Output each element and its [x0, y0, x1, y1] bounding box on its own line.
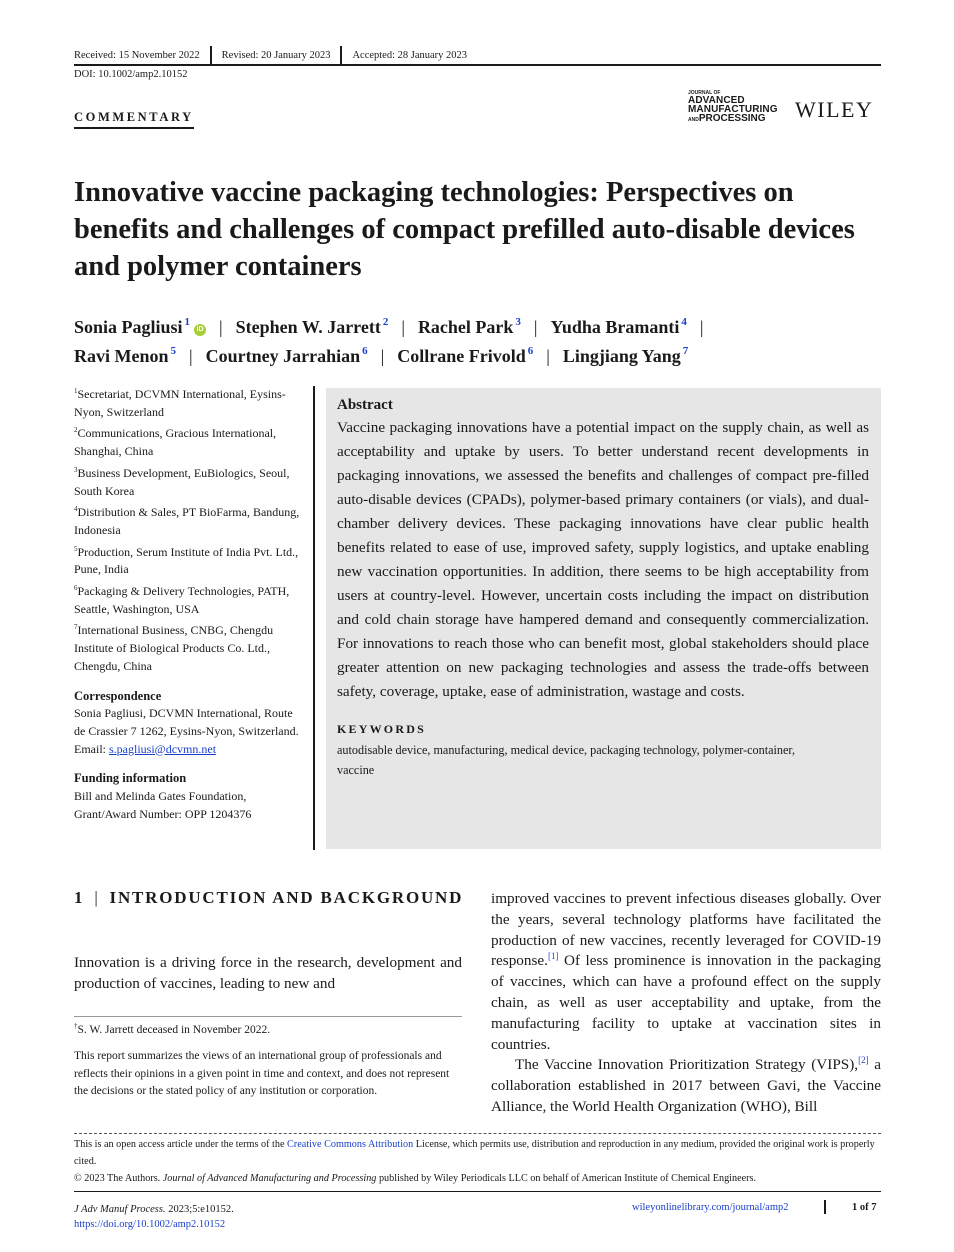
header-rule — [74, 64, 881, 66]
affiliation-text: Production, Serum Institute of India Pvt. Ltd., Pune, India — [74, 544, 299, 577]
author[interactable] — [563, 346, 688, 366]
copyright-part: © 2023 The Authors. — [74, 1173, 163, 1184]
affiliation — [74, 386, 304, 421]
author-name: Sonia Pagliusi — [74, 317, 183, 337]
abstract-text: Vaccine packaging innovations have a potential impact on the supply chain, as well as acceptability and uptake by users. To better understand recent developments in packaging innovations, we assessed the benefits and challenges of compact pre-filled auto-disable devices (CPADs), polymer-based primary containers (or vials), and dual-chamber delivery devices. These packaging innovations have clear public health benefits related to ease of use, improved safety, supply logistics, and uptake enabling new vaccination opportunities. In addition, there seems to be high acceptability from users at country-level. However, uncertain costs including the impact on distribution and cold chain storage have hampered demand and consequently commercialization. For innovations to reach those who can benefit most, global stakeholders should place greater attention on new packaging technologies and assess the trade-offs between safety, coverage, uptake, ease of administration, wastage and costs. — [337, 419, 869, 700]
revised-date: Revised: 20 January 2023 — [221, 49, 331, 61]
author[interactable] — [418, 317, 521, 337]
footnote-rule — [74, 1016, 462, 1017]
intro-paragraph-left: Innovation is a driving force in the research, development and production of vaccines, leading to new and — [74, 954, 462, 992]
author-name: Stephen W. Jarrett — [235, 317, 381, 337]
author-name: Yudha Bramanti — [550, 317, 680, 337]
author[interactable] — [236, 317, 389, 337]
reference-link[interactable]: [1] — [547, 951, 559, 962]
section-separator: | — [94, 888, 100, 907]
author-separator: | — [219, 317, 223, 337]
affiliation — [74, 465, 304, 500]
correspondence-email — [74, 741, 304, 759]
doi-text: DOI: 10.1002/amp2.10152 — [74, 69, 188, 80]
author[interactable] — [74, 317, 206, 337]
citation-doi-link[interactable]: https://doi.org/10.1002/amp2.10152 — [74, 1219, 226, 1230]
affiliation-ref[interactable]: 2 — [382, 316, 389, 328]
funding-text: Bill and Melinda Gates Foundation, Grant/Award Number: OPP 1204376 — [74, 789, 252, 821]
copyright-journal: Journal of Advanced Manufacturing and Processing — [162, 1173, 377, 1184]
correspondence-heading: Correspondence — [74, 688, 162, 703]
affiliation-text: Communications, Gracious International, Shanghai, China — [74, 426, 277, 459]
affiliation-text: Business Development, EuBiologics, Seoul, South Korea — [74, 465, 290, 498]
footer-divider — [824, 1200, 826, 1214]
citation-volume: 2023;5:e10152. — [165, 1204, 234, 1215]
affiliation-ref[interactable]: 6 — [362, 345, 368, 357]
submission-dates — [74, 46, 881, 64]
license-block — [74, 1136, 881, 1187]
author[interactable] — [397, 346, 533, 366]
author[interactable] — [74, 346, 176, 366]
affiliation-text: Packaging & Delivery Technologies, PATH, Seattle, Washington, USA — [74, 584, 290, 616]
section-title: INTRODUCTION AND BACKGROUND — [109, 888, 464, 907]
abstract-box — [326, 388, 881, 849]
author-name: Courtney Jarrahian — [205, 346, 361, 366]
affiliation-number: 6 — [74, 584, 78, 593]
citation-line — [74, 1202, 234, 1217]
paragraph-text: The Vaccine Innovation Prioritization Strategy (VIPS), — [515, 1056, 859, 1074]
intro-paragraph — [491, 1055, 881, 1117]
email-link[interactable]: s.pagliusi@dcvmn.net — [109, 741, 217, 756]
license-text-part: This is an open access article under the terms of the — [74, 1139, 288, 1150]
page-number: 1 of 7 — [852, 1202, 877, 1213]
license-link[interactable]: Creative Commons Attribution — [287, 1139, 414, 1150]
affiliation-number: 3 — [74, 465, 78, 474]
affiliation — [74, 622, 304, 675]
license-text-part: License, which permits use, distribution and reproduction in any medium, provided the original work is properly cited. — [74, 1139, 875, 1167]
affiliation-ref[interactable]: 1 — [184, 316, 191, 328]
accepted-date: Accepted: 28 January 2023 — [352, 49, 468, 61]
affiliation-ref[interactable]: 4 — [681, 316, 687, 328]
author-separator: | — [189, 346, 193, 366]
journal-logo-line: MANUFACTURING — [688, 104, 778, 115]
author-separator: | — [380, 346, 385, 366]
publisher-logo: WILEY — [795, 97, 874, 122]
affiliation — [74, 583, 304, 618]
email-label: Email: — [74, 741, 109, 756]
affiliation — [74, 504, 304, 539]
journal-logo-line: JOURNAL OF — [688, 90, 721, 96]
footnote-mark: † — [74, 1022, 78, 1030]
footnote-disclaimer: This report summarizes the views of an international group of professionals and reflects their opinions in a given point in time and context, and does not represent the decisions or the stated policy of any institution or corporation. — [74, 1050, 450, 1098]
paragraph-text: Of less prominence is innovation in the packaging of vaccines, which can have a profound effect on the supply chain, as well as user acceptability and uptake, from the manufacturing facility to uptake at vaccination sites in countries. — [491, 952, 881, 1053]
affiliation-ref[interactable]: 7 — [682, 345, 689, 357]
affiliation-number: 4 — [74, 505, 78, 514]
orcid-icon[interactable]: iD — [194, 324, 206, 336]
intro-paragraph — [491, 889, 881, 1055]
received-date: Received: 15 November 2022 — [74, 49, 200, 61]
author[interactable] — [551, 317, 687, 337]
funding-heading: Funding information — [74, 771, 187, 786]
journal-logo-and: AND — [688, 117, 699, 123]
author-separator: | — [546, 346, 550, 366]
footnote-text: S. W. Jarrett deceased in November 2022. — [77, 1024, 271, 1036]
article-title: Innovative vaccine packaging technologies: Perspectives on benefits and challenges of compact prefilled auto-disable devices and polymer containers — [74, 177, 855, 282]
journal-site-link[interactable]: wileyonlinelibrary.com/journal/amp2 — [632, 1202, 789, 1213]
author-name: Lingjiang Yang — [562, 346, 681, 366]
paragraph-text: improved vaccines to prevent infectious diseases globally. Over the years, several technology platforms have facilitated the production of new vaccines, recently leveraged for COVID-19 response. — [491, 890, 881, 970]
citation — [74, 1202, 234, 1232]
column-divider — [313, 386, 315, 850]
paragraph-text: a collaboration established in 2017 between Gavi, the Vaccine Alliance, the World Health Organization (WHO), Bill — [491, 1056, 881, 1115]
author-separator: | — [699, 317, 704, 337]
affiliation-number: 5 — [74, 544, 78, 553]
keywords-text: autodisable device, manufacturing, medical device, packaging technology, polymer-container, vaccine — [337, 743, 796, 777]
affiliation-text: Secretariat, DCVMN International, Eysins-Nyon, Switzerland — [74, 387, 286, 419]
section-number: 1 — [74, 888, 85, 907]
author[interactable] — [206, 346, 368, 366]
reference-link[interactable]: [2] — [858, 1055, 869, 1066]
copyright-text — [74, 1170, 881, 1187]
copyright-part: published by Wiley Periodicals LLC on behalf of American Institute of Chemical Engineers. — [376, 1173, 757, 1184]
affiliation-number: 2 — [74, 426, 78, 435]
footnote-deceased — [74, 1022, 462, 1038]
author-separator: | — [533, 317, 538, 337]
affiliation — [74, 544, 304, 579]
license-divider — [74, 1133, 881, 1134]
affiliation-ref[interactable]: 3 — [515, 316, 521, 328]
affiliation-number: 7 — [74, 623, 78, 632]
citation-journal: J Adv Manuf Process. — [74, 1204, 166, 1215]
journal-logo-line: ADVANCED — [688, 95, 745, 106]
section-heading — [74, 888, 464, 908]
footer-rule — [74, 1191, 881, 1192]
journal-logo-line — [688, 114, 788, 125]
journal-logo-word: PROCESSING — [698, 113, 766, 124]
intro-column-right — [491, 889, 881, 1118]
affiliation-ref[interactable]: 6 — [527, 345, 534, 357]
affiliation-text: Distribution & Sales, PT BioFarma, Bandung, Indonesia — [74, 505, 300, 537]
affiliation-number: 1 — [74, 387, 78, 395]
affiliation — [74, 425, 304, 460]
author-separator: | — [401, 317, 405, 337]
author-list — [74, 313, 894, 371]
license-text — [74, 1136, 881, 1170]
author-name: Collrane Frivold — [397, 346, 526, 366]
abstract-heading: Abstract — [337, 397, 393, 413]
affiliations-column — [74, 386, 304, 823]
author-name: Rachel Park — [417, 317, 514, 337]
article-type: COMMENTARY — [74, 110, 194, 129]
author-name: Ravi Menon — [74, 346, 169, 366]
affiliation-ref[interactable]: 5 — [170, 345, 176, 357]
correspondence-text: Sonia Pagliusi, DCVMN International, Route de Crassier 7 1262, Eysins-Nyon, Switzerland. — [74, 706, 299, 738]
journal-logo — [688, 90, 788, 125]
affiliation-text: International Business, CNBG, Chengdu Institute of Biological Products Co. Ltd., Chengdu, China — [74, 623, 274, 673]
keywords-heading: KEYWORDS — [337, 722, 426, 736]
